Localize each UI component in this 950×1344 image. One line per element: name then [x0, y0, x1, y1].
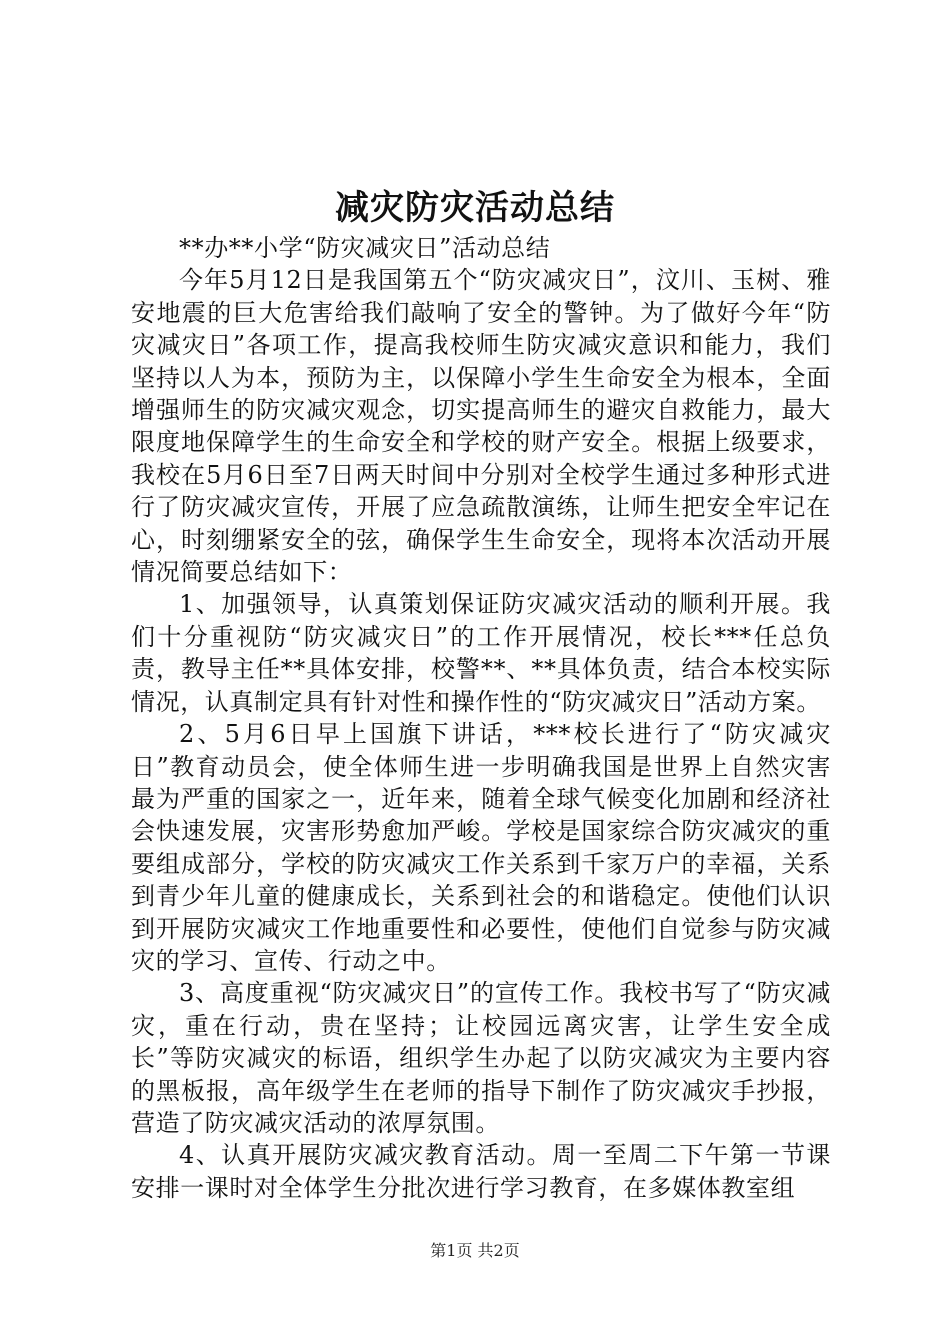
paragraph-item-4: 4、认真开展防灾减灾教育活动。周一至周二下午第一节课安排一课时对全体学生分批次进行学习教育，在多媒体教室组 — [131, 1141, 831, 1202]
document-title: 减灾防灾活动总结 — [335, 188, 615, 228]
paragraph-item-3: 3、高度重视“防灾减灾日”的宣传工作。我校书写了“防灾减灾，重在行动，贵在坚持；让校园远离灾害，让学生安全成长”等防灾减灾的标语，组织学生办起了以防灾减灾为主要内容的黑板报，高年级学生在老师的指导下制作了防灾减灾手抄报，营造了防灾减灾活动的浓厚氛围。 — [131, 979, 831, 1137]
document-body — [131, 232, 831, 1204]
paragraph-item-1: 1、加强领导，认真策划保证防灾减灾活动的顺利开展。我们十分重视防“防灾减灾日”的工作开展情况，校长***任总负责，教导主任**具体安排，校警**、**具体负责，结合本校实际情况，认真制定具有针对性和操作性的“防灾减灾日”活动方案。 — [131, 590, 831, 716]
page-footer: 第1页 共2页 — [430, 1241, 520, 1260]
paragraph-intro: 今年5月12日是我国第五个“防灾减灾日”，汶川、玉树、雅安地震的巨大危害给我们敲响了安全的警钟。为了做好今年“防灾减灾日”各项工作，提高我校师生防灾减灾意识和能力，我们坚持以人为本，预防为主，以保障小学生生命安全为根本，全面增强师生的防灾减灾观念，切实提高师生的避灾自救能力，最大限度地保障学生的生命安全和学校的财产安全。根据上级要求，我校在5月6日至7日两天时间中分别对全校学生通过多种形式进行了防灾减灾宣传，开展了应急疏散演练，让师生把安全牢记在心，时刻绷紧安全的弦，确保学生生命安全，现将本次活动开展情况简要总结如下： — [131, 266, 831, 587]
document-subtitle: **办**小学“防灾减灾日”活动总结 — [179, 234, 551, 262]
paragraph-item-2: 2、5月6日早上国旗下讲话，***校长进行了“防灾减灾日”教育动员会，使全体师生进一步明确我国是世界上自然灾害最为严重的国家之一，近年来，随着全球气候变化加剧和经济社会快速发展，灾害形势愈加严峻。学校是国家综合防灾减灾的重要组成部分，学校的防灾减灾工作关系到千家万户的幸福，关系到青少年儿童的健康成长，关系到社会的和谐稳定。使他们认识到开展防灾减灾工作地重要性和必要性，使他们自觉参与防灾减灾的学习、宣传、行动之中。 — [131, 720, 831, 975]
